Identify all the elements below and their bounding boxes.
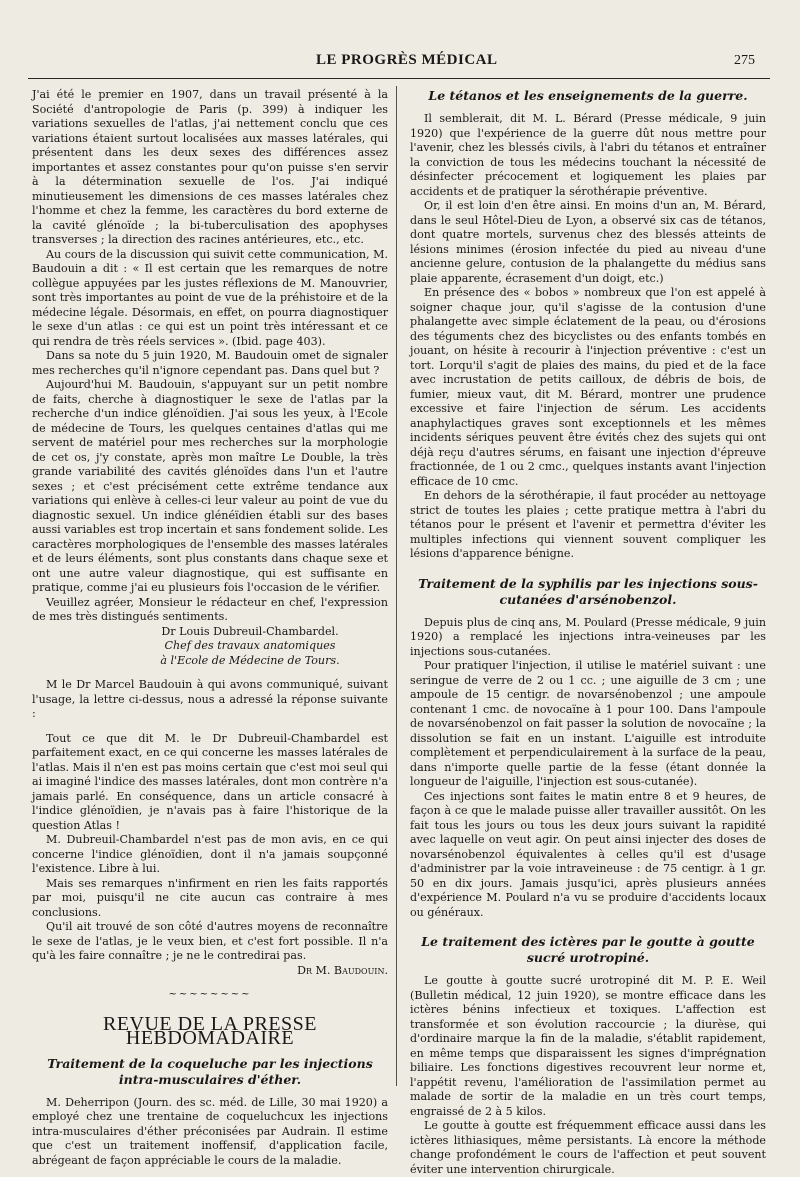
section-heading: REVUE DE LA PRESSE HEBDOMADAIRE <box>102 1012 318 1049</box>
header-rule <box>28 78 770 79</box>
reply-signature: Dr M. Baudouin. <box>297 963 388 977</box>
article-paragraph: M. Deherripon (Journ. des sc. méd. de Lille, 30 mai 1920) a employé chez une trentaine de coqueluchcux les injections intra-musculaires d'éther préconisées par Audrain. Il estime que c'est un traitement inoffensif, d'application facile, abrégeant de façon appréciable le cours de la maladie. <box>32 1095 388 1167</box>
reply-paragraph: Mais ses remarques n'infirment en rien les faits rapportés par moi, puisqu'il ne cite aucun cas contraire à mes conclusions. <box>32 876 388 919</box>
letter-paragraph: Aujourd'hui M. Baudouin, s'appuyant sur un petit nombre de faits, cherche à diagnostiquer le sexe de l'atlas par la recherche d'un indice glénoïdien. J'ai sous les yeux, à l'Ecole de médecine de Tours, les quelques centaines d'atlas qui me servent de matériel pour mes recherches sur la morphologie de cet os, j'y constate, après mon maître Le Double, la très grande variabilité des cavités glénoïdes dans l'un et l'autre sexes ; et c'est précisément cette extrême tendance aux variations qui enlève à celles-ci leur valeur au point de vue du diagnostic sexuel. Un indice glénéïdien établi sur des bases aussi variables est trop incertain et sans fondement solide. Les caractères morphologiques de l'ensemble des masses latérales et de leurs éléments, sont plus constants dans chaque sexe et ont une autre valeur diagnostique, qui est suffisante en pratique, comme j'ai eu plusieurs fois l'occasion de le vérifier. <box>32 378 388 594</box>
page-number: 275 <box>734 53 755 68</box>
article-title: Traitement de la coqueluche par les injections intra-musculaires d'éther. <box>47 1055 373 1087</box>
article-paragraph: Depuis plus de cinq ans, M. Poulard (Presse médicale, 9 juin 1920) a remplacé les injections intra-veineuses par les injections sous-cutanées. <box>410 615 766 658</box>
article-paragraph: Il semblerait, dit M. L. Bérard (Presse médicale, 9 juin 1920) que l'expérience de la guerre dût nous mettre pour l'avenir, chez les blessés civils, à l'abri du tétanos et entraîner la conviction de tous les médecins touchant la nécessité de désinfecter précocement et logiquement les plaies par accidents et de pratiquer la sérothérapie préventive. <box>410 112 766 198</box>
article-paragraph: Le goutte à goutte sucré urotropiné dit M. P. E. Weil (Bulletin médical, 12 juin 1920), se montre efficace dans les ictères bénins infectieux et toxiques. L'affection est transformée et son évolution raccourcie ; la diurèse, qui d'ordinaire marque la fin de la maladie, s'établit rapidement, en même temps que disparaissent les signes d'imprégnation biliaire. Les fonctions digestives recouvrent leur norme et, l'appétit revenu, l'amélioration de l'assimilation permet au malade de sortir de la maladie en un très court temps, engraissé de 2 à 5 kilos. <box>410 974 766 1118</box>
signature-title: Chef des travaux anatomiques <box>164 639 336 652</box>
article-title: Le traitement des ictères par le goutte à goutte sucré urotropiné. <box>421 934 755 965</box>
signature-affiliation: à l'Ecole de Médecine de Tours. <box>160 653 340 667</box>
article-paragraph: Le goutte à goutte est fréquemment efficace aussi dans les ictères lithiasiques, même persistants. Là encore la méthode change profondément le cours de l'affection et peut souvent éviter une intervention chirurgicale. <box>410 1119 766 1176</box>
letter-paragraph: Veuillez agréer, Monsieur le rédacteur en chef, l'expression de mes très distingués sentiments. <box>32 595 388 623</box>
right-column <box>410 88 766 1177</box>
article-paragraph: En présence des « bobos » nombreux que l'on est appelé à soigner chaque jour, qu'il s'agisse de la contusion d'une phalangette avec simple éclatement de la peau, ou d'érosions des téguments chez des bicyclistes ou des enfants tombés en jouant, on hésite à recourir à l'injection préventive : c'est un tort. Lorqu'il s'agit de plaies des mains, du pied et de la face avec incrustation de petits cailloux, de débris de bois, de fumier, mieux vaut, dit M. Bérard, montrer une prudence excessive et faire l'injection de sérum. Les accidents anaphylactiques graves sont exceptionnels et les mêmes incidents sériques peuvent être évités chez des sujets qui ont déjà reçu d'autres sérums, en faisant une injection d'épreuve fractionnée, de 1 ou 2 cmc., quelques instants avant l'injection efficace de 10 cmc. <box>410 286 766 488</box>
signature-block <box>32 625 388 669</box>
letter-paragraph: Au cours de la discussion qui suivit cette communication, M. Baudouin a dit : « Il est certain que les remarques de notre collègue appuyées par les justes réflexions de M. Manouvrier, sont très importantes au point de vue de la préhistoire et de la médecine légale. Désormais, en effet, on pourra diagnostiquer le sexe d'un atlas : ce qui est un point très intéressant et ce qui rendra de très réels services ». (Ibid. page 403). <box>32 247 388 348</box>
journal-title: LE PROGRÈS MÉDICAL <box>316 52 498 68</box>
signature-name: Dr Louis Dubreuil-Chambardel. <box>161 624 339 638</box>
reply-intro: M le Dr Marcel Baudouin à qui avons communiqué, suivant l'usage, la lettre ci-dessus, nous a adressé la réponse suivante : <box>32 678 388 720</box>
column-divider <box>396 86 397 1086</box>
article-title: Traitement de la syphilis par les injections sous-cutanées d'arsénobenzol. <box>418 575 758 607</box>
article-paragraph: Ces injections sont faites le matin entre 8 et 9 heures, de façon à ce que le malade puisse aller travailler aussitôt. On les fait tous les jours ou tous les deux jours suivant la rapidité avec laquelle on veut agir. On peut ainsi injecter des doses de novarsénobenzol équivalentes à celles qu'il est d'usage d'administrer par la voie intraveineuse : de 75 centigr. à 1 gr. 50 en dix jours. Jamais jusqu'ici, après plusieurs années d'expérience M. Poulard n'a vu se produire d'accidents locaux ou généraux. <box>410 789 766 919</box>
section-ornament: ~~~~~~~~ <box>168 989 252 1000</box>
letter-paragraph: Dans sa note du 5 juin 1920, M. Baudouin omet de signaler mes recherches qu'il n'ignore cependant pas. Dans quel but ? <box>32 349 388 377</box>
article-paragraph: Pour pratiquer l'injection, il utilise le matériel suivant : une seringue de verre de 2 ou 1 cc. ; une aiguille de 3 cm ; une ampoule de 15 centigr. de novarsénobenzol ; une ampoule contenant 1 cmc. de novocaïne à 1 pour 100. Dans l'ampoule de novarsénobenzol on fait passer la solution de novocaïne ; la dissolution se fait en un instant. L'aiguille est introduite complètement et perpendiculairement à la surface de la peau, dans n'importe quelle partie de la fesse (étant donnée la longueur de l'aiguille, l'injection est sous-cutanée). <box>410 659 766 788</box>
reply-paragraph: Tout ce que dit M. le Dr Dubreuil-Chambardel est parfaitement exact, en ce qui concerne les masses latérales de l'atlas. Mais il n'en est pas moins certain que c'est moi seul qui ai imaginé l'indice des masses latérales, dont mon contrère n'a jamais parlé. En conséquence, dans un article consacré à l'indice glénoïdien, je n'avais pas à faire l'historique de la question Atlas ! <box>32 731 388 832</box>
article-paragraph: En dehors de la sérothérapie, il faut procéder au nettoyage strict de toutes les plaies ; cette pratique mettra à l'abri du tétanos pour le présent et l'avenir et permettra d'éviter les multiples infections qui viennent souvent compliquer les lésions d'apparence bénigne. <box>410 489 766 560</box>
page-header <box>0 52 800 74</box>
article-paragraph: Or, il est loin d'en être ainsi. En moins d'un an, M. Bérard, dans le seul Hôtel-Dieu de Lyon, a observé six cas de tétanos, dont quatre mortels, survenus chez des blessés atteints de lésions minimes (érosion infectée du pied au niveau d'une ancienne gelure, contusion de la phalangette du médius sans plaie apparente, écrasement d'un doigt, etc.) <box>410 199 766 285</box>
reply-paragraph: M. Dubreuil-Chambardel n'est pas de mon avis, en ce qui concerne l'indice glénoïdien, dont il n'a jamais soupçonné l'existence. Libre à lui. <box>32 833 388 875</box>
article-title: Le tétanos et les enseignements de la guerre. <box>428 88 748 103</box>
reply-paragraph: Qu'il ait trouvé de son côté d'autres moyens de reconnaître le sexe de l'atlas, je le veux bien, et c'est fort possible. Il n'a qu'à les faire connaître ; je ne le contredirai pas. <box>32 920 388 962</box>
letter-paragraph: J'ai été le premier en 1907, dans un travail présenté à la Société d'antropologie de Paris (p. 399) à indiquer les variations sexuelles de l'atlas, j'ai nettement conclu que ces variations étaient surtout localisées aux masses latérales, qui présentent dans les deux sexes des différences assez importantes et assez constantes pour qu'on puisse s'en servir à la détermination sexuelle de l'os. J'ai indiqué minutieusement les dimensions de ces masses latérales chez l'homme et chez la femme, les caractères du bord externe de la cavité glénoïde ; la bi-tuberculisation des apophyses transverses ; la direction des racines antérieures, etc., etc. <box>32 88 388 246</box>
left-column <box>32 88 388 1168</box>
